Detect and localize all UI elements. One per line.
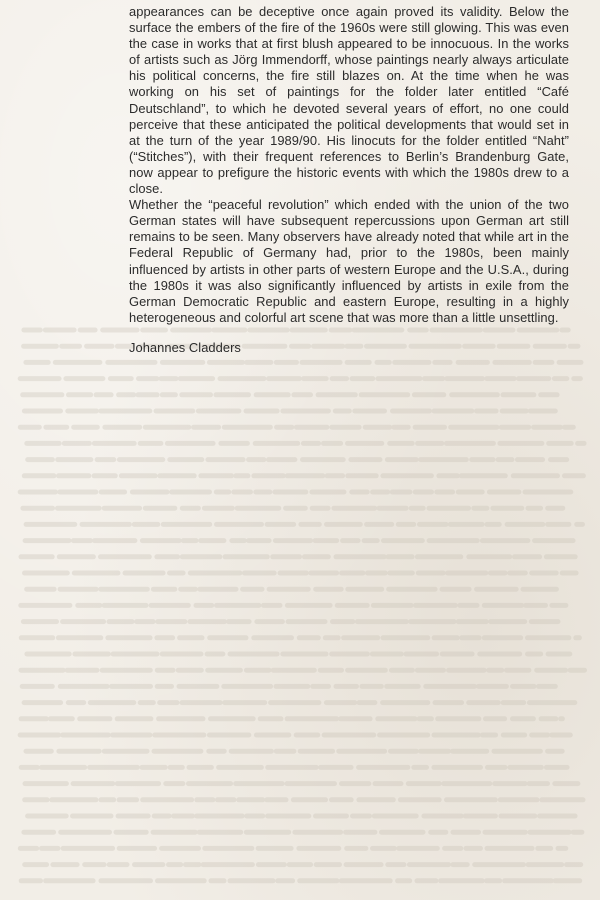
author-name: Johannes Cladders [129, 339, 241, 355]
body-paragraph: appearances can be deceptive once again proved its validity. Below the surface the embers of the fire of the 1960s were still glowing. This was even the case in works that at first blush appeared to be innocuous. In the works of artists such as Jörg Immendorff, whose paintings nearly always articulate his political concerns, the fire still blazes on. At the time when he was working on his set of paintings for the folder later entitled “Café Deutschland”, to which he devoted several years of effort, no one could perceive that these anticipated the political developments that would set in at the turn of the year 1989/90. His linocuts for the folder entitled “Naht” (“Stitches”), with their frequent references to Berlin’s Brandenburg Gate, now appear to prefigure the historic events with which the 1980s drew to a close. [129, 4, 569, 197]
body-paragraph: Whether the “peaceful revolution” which ended with the union of the two German states will have subsequent repercussions upon German art still remains to be seen. Many observers have already noted that while art in the Federal Republic of Germany had, prior to the 1980s, been mainly influenced by artists in other parts of western Europe and the U.S.A., during the 1980s it was also significantly influenced by artists in exile from the German Democratic Republic and eastern Europe, resulting in a highly heterogeneous and colorful art scene that was more than a little unsettling. [129, 197, 569, 325]
article-body [129, 4, 569, 356]
